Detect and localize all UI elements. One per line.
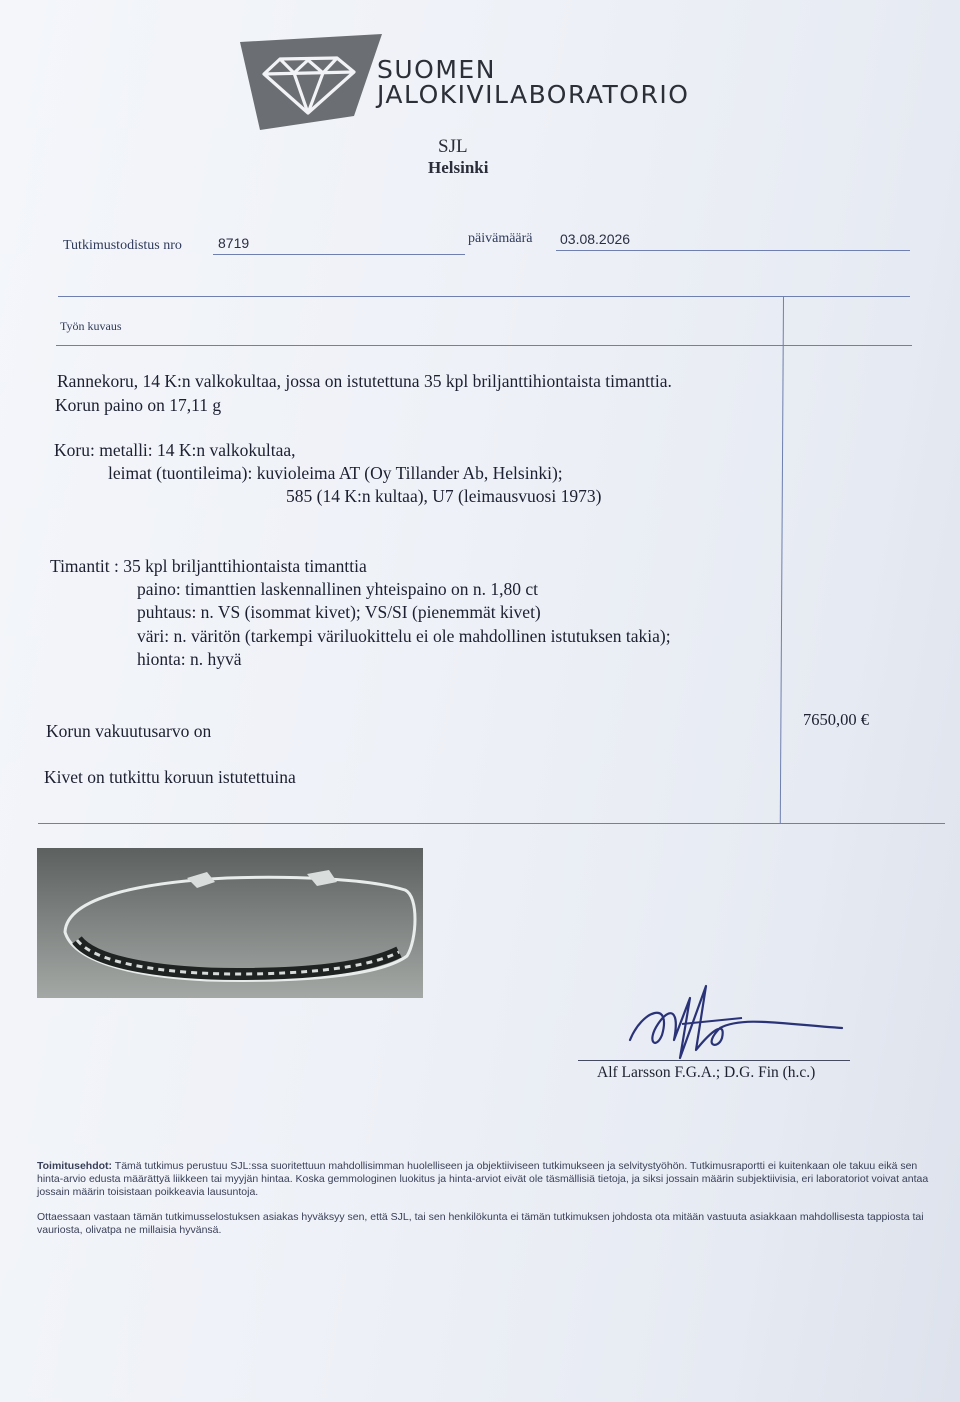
signature-line [578,1060,850,1061]
terms-text: Tämä tutkimus perustuu SJL:ssa suoritettuun mahdollisimman huolelliseen ja objektiiviseen tutkimukseen ja selvitystyöhön. Tutkimusraportti ei kuitenkaan ole takuu eikä sen hinta-arvio edusta määrättyä liikkeen tai myyjän hintaa. Koska gemmologinen luokitus ja hinta-arviot eivät ole täsmällisiä tietoja, ja siksi jossain määrin subjektiivisia, eri laboratoriot voivat antaa jossain määrin toisistaan poikkeavia lausuntoja. [37,1160,929,1198]
work-line-1: Rannekoru, 14 K:n valkokultaa, jossa on istutettuna 35 kpl briljanttihiontaista timanttia. [57,371,672,391]
terms-label: Toimitusehdot: [37,1160,113,1172]
signature-mark [622,980,852,1070]
insurance-value: 7650,00 € [803,710,869,729]
work-line-3: Koru: metalli: 14 K:n valkokultaa, [54,440,296,460]
insurance-value-label: Korun vakuutusarvo on [46,721,212,741]
stones-note: Kivet on tutkittu koruun istutettuina [44,767,296,787]
certificate-number-label: Tutkimustodistus nro [63,238,182,253]
work-line-4: leimat (tuontileima): kuvioleima AT (Oy Tillander Ab, Helsinki); [108,463,563,483]
date-label: päivämäärä [468,231,533,246]
work-line-7: paino: timanttien laskennallinen yhteispaino on n. 1,80 ct [137,579,538,599]
table-bottom-rule [38,823,945,824]
bracelet-photo [37,848,423,998]
work-line-10: hionta: n. hyvä [137,649,242,669]
work-line-2: Korun paino on 17,11 g [55,395,222,415]
signatory-name: Alf Larsson F.G.A.; D.G. Fin (h.c.) [597,1064,816,1081]
liability-paragraph: Ottaessaan vastaan tämän tutkimusselostuksen asiakas hyväksyy sen, että SJL, tai sen henkilökunta ei tämän tutkimuksen johdosta ota mitään vastuuta asiakkaan mahdollisesta tappiosta tai vauriosta, olivatpa ne millaisia hyvänsä. [37,1211,924,1236]
certificate-number-value: 8719 [218,235,250,251]
lab-abbrev: SJL [438,136,468,157]
work-line-9: väri: n. väritön (tarkempi väriluokittelu ei ole mahdollinen istutuksen takia); [137,626,671,646]
diamond-logo [236,34,384,132]
lab-city: Helsinki [428,158,489,177]
work-label: Työn kuvaus [60,319,122,333]
logo-line-1: SUOMEN [377,55,496,84]
work-line-8: puhtaus: n. VS (isommat kivet); VS/SI (pienemmät kivet) [137,602,541,622]
number-underline [213,254,465,255]
logo-line-2: JALOKIVILABORATORIO [377,80,690,109]
date-value: 03.08.2026 [560,231,631,247]
terms-paragraph [37,1160,942,1199]
date-underline [556,250,910,251]
work-line-5: 585 (14 K:n kultaa), U7 (leimausvuosi 1973) [286,486,602,506]
value-column-divider [780,296,784,823]
work-line-6: Timantit : 35 kpl briljanttihiontaista timanttia [50,556,367,576]
